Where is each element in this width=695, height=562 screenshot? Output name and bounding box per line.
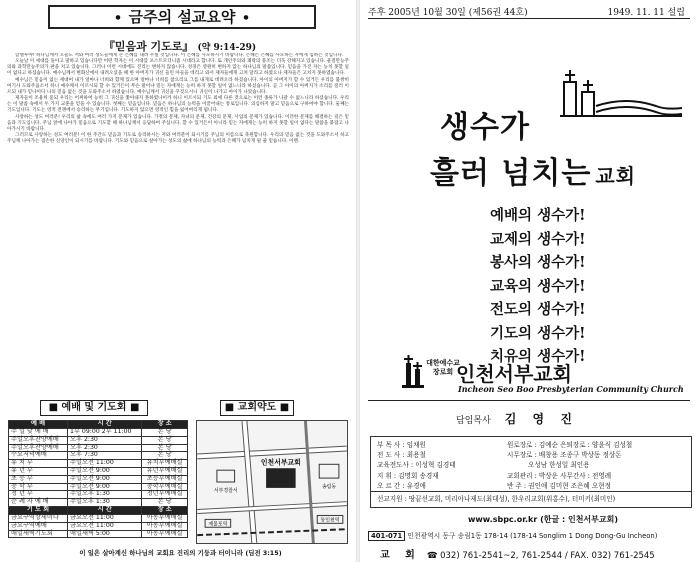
sermon-title-text: 『믿음과 기도로』 — [103, 40, 194, 53]
worship-heading: ■ 예배 및 기도회 ■ — [40, 400, 148, 416]
table-cell: 수요저녁예배 — [9, 452, 68, 460]
life-water-list — [490, 204, 585, 369]
table-cell: 아동부예배실 — [142, 530, 188, 538]
table-cell: 초등부예배실 — [142, 475, 188, 483]
column-header: 기 도 회 — [9, 506, 68, 514]
staff-line: 전 도 사 : 최용철 — [377, 451, 426, 460]
list-item: 치유의 생수가! — [490, 348, 586, 365]
table-cell: 중학부예배실 — [142, 483, 188, 491]
table-cell: 오후 2:30 — [68, 444, 142, 452]
phone-number: ☎ 032) 761-2541~2, 761-2544 / FAX. 032) 761-2545 — [426, 551, 655, 561]
table-cell: 주일오전 9:00 — [68, 475, 142, 483]
sermon-subtitle — [40, 38, 320, 54]
table-row — [9, 522, 188, 530]
table-cell: 주일오전 9:00 — [68, 483, 142, 491]
phone-label: 교 회 — [380, 550, 421, 561]
sermon-body — [7, 53, 349, 396]
right-page — [360, 0, 695, 562]
table-cell: 오후 2:30 — [68, 436, 142, 444]
pastor-name: 김 영 진 — [504, 412, 578, 426]
worship-heading-text: 예배 및 기도회 — [61, 402, 127, 413]
slogan-line-2 — [430, 148, 636, 192]
pastor-label: 담임목사 — [456, 416, 491, 426]
table-cell: 유 년 부 — [9, 467, 68, 475]
denomination: 대한예수교 장로회 — [426, 359, 460, 376]
list-item: 기도의 생수가! — [490, 324, 586, 342]
bullet-icon: ● — [243, 13, 249, 21]
slogan-line-2-text: 흘러 넘치는 — [430, 156, 592, 191]
table-cell: 유치부예배실 — [142, 460, 188, 468]
zip-code: 401-071 — [368, 531, 405, 541]
table-cell: 주일오전 9:00 — [68, 467, 142, 475]
table-cell: 본 당 — [142, 429, 188, 437]
table-cell: 초 등 부 — [9, 475, 68, 483]
staff-line: 원로장로 : 김예순 은퇴장로 : 양윤식 김성철 — [507, 441, 633, 449]
sermon-paragraph: 그러므로 사랑하는 성도 여러분! 이 한 주간도 믿음과 기도로 승리하시는 저와 여러분이 되시기를 주님의 이름으로 축원합니다. 우리의 믿음 없는 것을 도와주소서 하고 주님께 나아가는 겸손한 신앙인이 되시기를 바랍니다. 기도와 믿음으로 살아가는 성도의 삶에 하나님의 능력과 은혜가 넘치게 될 줄 믿습니다. 아멘. — [7, 133, 349, 145]
table-cell: 금요오전 11:00 — [68, 522, 142, 530]
table-cell: 순 례 자 예 배 — [9, 499, 68, 507]
table-cell: 1부 09:00 2부 11:00 — [68, 429, 142, 437]
church-marker — [266, 468, 296, 488]
list-item: 봉사의 생수가! — [490, 254, 586, 271]
table-cell: 주일오후 1:30 — [68, 491, 142, 499]
staff-column-left — [377, 440, 456, 491]
table-row — [9, 475, 188, 483]
map-heading-text: 교회약도 — [237, 402, 277, 413]
table-cell: 아동부예배실 — [142, 514, 188, 522]
scripture-reference: (약 9:14-29) — [197, 43, 257, 53]
address — [368, 530, 657, 540]
table-cell: 매일새벽기도회 — [9, 530, 68, 538]
staff-line: 교회관리 : 박상운 사무간사 : 전영례 — [507, 471, 612, 480]
map-label: 서부경찰서 — [213, 487, 238, 494]
table-cell: 매일새벽 5:00 — [68, 530, 142, 538]
table-cell: 중 학 부 — [9, 483, 68, 491]
table-cell: 유 치 부 — [9, 460, 68, 468]
column-header: 시 간 — [68, 506, 142, 514]
sermon-paragraph: 할렐루야! 하나님께서 오늘도 저와 여러 성도들에게 큰 은혜를 내려 주실 것입니다. 이 은혜를 사모하시기 바랍니다. 은혜는 은혜를 사모하는 자에게 임하는 것입니다. — [15, 53, 344, 58]
table-cell: 금요오전 11:00 — [68, 514, 142, 522]
bullet-icon: ● — [115, 13, 121, 21]
table-cell: 주일오전 11:00 — [68, 460, 142, 468]
staff-line: 지 휘 : 김명회 송경재 — [377, 471, 439, 480]
table-cell: 본 당 — [142, 452, 188, 460]
footer-verse: 이 일은 살아계신 하나님의 교회요 진리의 기둥과 터이니라 (딤전 3:15) — [79, 549, 282, 557]
church-logo-icon — [556, 66, 686, 140]
staff-line: 교육전도사 : 이성혁 김경태 — [377, 461, 456, 470]
table-cell: 금요구역예배 — [9, 522, 68, 530]
map-label: 송림동 — [321, 483, 337, 490]
table-row — [9, 530, 188, 538]
list-item: 교육의 생수가! — [490, 277, 586, 295]
map-label: 인천서부교회 — [260, 458, 301, 467]
table-cell: 주일오후 1:30 — [68, 499, 142, 507]
column-header: 시 간 — [68, 421, 142, 429]
divider — [368, 18, 690, 19]
sermon-heading-text: 금주의 설교요약 — [128, 8, 236, 26]
staff-box — [370, 436, 692, 508]
table-cell: 금요구역장세미나 — [9, 514, 68, 522]
senior-pastor — [456, 410, 578, 427]
sermon-paragraph: 제자들이 조용히 묻되 우리는 어찌하여 능히 그 귀신을 쫓아내지 못하였나이까 하니 이르시되 기도 외에 다른 것으로는 이런 종류가 나갈 수 없느니라 하셨습니다. 우리는 이 말씀 속에서 두 가지 교훈을 얻을 수 있습니다. 첫째는 믿음입니다. 믿음은 하나님의 능력을 이끌어내는 통로입니다. 의심하지 말고 믿음으로 구하여야 합니다. 둘째는 기도입니다. 기도는 영적 전쟁에서 승리하는 무기입니다. 기도하지 않으면 영적인 힘을 잃어버리게 됩니다. — [7, 96, 349, 114]
staff-line: 오 르 간 : 유경애 — [377, 481, 426, 490]
divider — [368, 400, 690, 401]
staff-line: 오성남 한성일 최인용 — [507, 461, 590, 470]
table-cell: 본 당 — [142, 444, 188, 452]
sermon-paragraph: 사랑하는 성도 여러분! 우리의 삶 속에도 여러 가지 문제가 있습니다. 가정의 문제, 자녀의 문제, 건강의 문제, 사업의 문제가 있습니다. 이러한 문제를 해결하는 길은 믿음과 기도입니다. 주님 앞에 나아가 믿음으로 기도할 때 하나님께서 응답하여 주십니다. 할 수 있거든이 아니라 믿는 자에게는 능히 하지 못할 일이 없다는 말씀을 붙잡고 나아가시기 바랍니다. — [7, 114, 349, 132]
worship-schedule-table — [8, 420, 188, 538]
map-heading: ■ 교회약도 ■ — [220, 400, 294, 416]
divider — [371, 491, 691, 492]
founded-date: 1949. 11. 11 설립 — [607, 8, 685, 18]
list-item: 전도의 생수가! — [490, 301, 586, 318]
staff-column-right — [507, 440, 632, 491]
map-label: 제물포역 — [208, 521, 228, 528]
table-row — [9, 436, 188, 444]
mission-support: 선교지원 : 땅끝선교회, 미리아나제도(최대성), 한우리교회(위홍수), 터미키(최미인) — [377, 495, 616, 503]
table-cell: 청년부예배실 — [142, 491, 188, 499]
sermon-paragraph: 예수님은 믿음이 없는 세대여 내가 얼마나 너희와 함께 있으며 얼마나 너희를 참으리요 그를 내게로 데려오라 하셨습니다. 아이의 아버지가 할 수 있거든 우리를 불쌍히 여기사 도와주옵소서 하니 예수께서 이르시되 할 수 있거든이 무슨 말이냐 믿는 자에게는 능히 하지 못할 일이 없느니라 하셨습니다. 곧 그 아이의 아버지가 소리를 질러 이르되 내가 믿나이다 나의 믿음 없는 것을 도와주소서 하였습니다. 예수님께서 귀신을 꾸짖으시니 귀신이 나가고 아이가 나았습니다. — [7, 77, 349, 95]
column-header: 장 소 — [142, 421, 188, 429]
slogan-line-2-small: 교회 — [595, 164, 636, 188]
table-cell: 주일오후찬양예배 — [9, 436, 68, 444]
list-item: 교제의 생수가! — [490, 230, 586, 248]
issue-date: 주후 2005년 10월 30일 (제56권 44호) — [368, 8, 528, 18]
staff-line: 반 주 : 권인애 김미현 조은혜 오현정 — [507, 481, 611, 490]
slogan-line-1: 생수가 — [440, 110, 530, 145]
website: www.sbpc.or.kr (한글 : 인천서부교회) — [468, 515, 618, 524]
table-cell: 주 일 낮 예 배 — [9, 429, 68, 437]
table-cell: 오후 7:30 — [68, 452, 142, 460]
phone — [380, 546, 655, 561]
staff-line: 시무장로 : 배창용 조종구 박상동 정상돈 — [507, 451, 622, 460]
church-name: 인천서부교회 — [456, 362, 572, 386]
church-name-english: Incheon Seo Boo Presbyterian Community Church — [458, 384, 684, 394]
staff-line: 부 목 사 : 임채원 — [377, 441, 426, 449]
table-cell: 유년부예배실 — [142, 467, 188, 475]
column-header: 예 배 — [9, 421, 68, 429]
table-cell: 청 년 부 — [9, 491, 68, 499]
table-cell: 아동부예배실 — [142, 522, 188, 530]
table-cell: 본 당 — [142, 499, 188, 507]
column-header: 장 소 — [142, 506, 188, 514]
church-map — [196, 420, 348, 544]
map-drawing — [197, 421, 347, 543]
table-cell: 주일오후찬양예배 — [9, 444, 68, 452]
church-small-logo-icon — [402, 355, 424, 393]
table-cell: 본 당 — [142, 436, 188, 444]
map-label: 동인천역 — [320, 517, 340, 524]
list-item: 예배의 생수가! — [490, 207, 586, 224]
street-address: 인천광역시 동구 송림1동 178-14 (178-14 Songlim 1 Dong Dong-Gu Incheon) — [407, 532, 658, 540]
sermon-heading — [48, 5, 316, 29]
sermon-paragraph: 오늘날 이 세대를 돌아고 말하고 있습니다만 어떤 학자는 이 시대를 포스트모더니즘 시대라고 합니다. 또 개인주의와 쾌락의 풍조는 더욱 강해지고 있습니다. 물질만능주의와 과학만능주의가 판을 치고 있습니다. 그러나 이런 시대에도 진리는 변하지 않습니다. 성경은 영원히 변하지 않는 하나님의 말씀입니다. 믿음을 가진 자는 능치 못할 일이 없다고 하셨습니다. 예수님께서 변화산에서 내려오셨을 때 한 아버지가 귀신 들린 아들을 데리고 와서 제자들에게 고쳐 달라고 하였으나 제자들은 고치지 못하였습니다. — [7, 59, 349, 77]
